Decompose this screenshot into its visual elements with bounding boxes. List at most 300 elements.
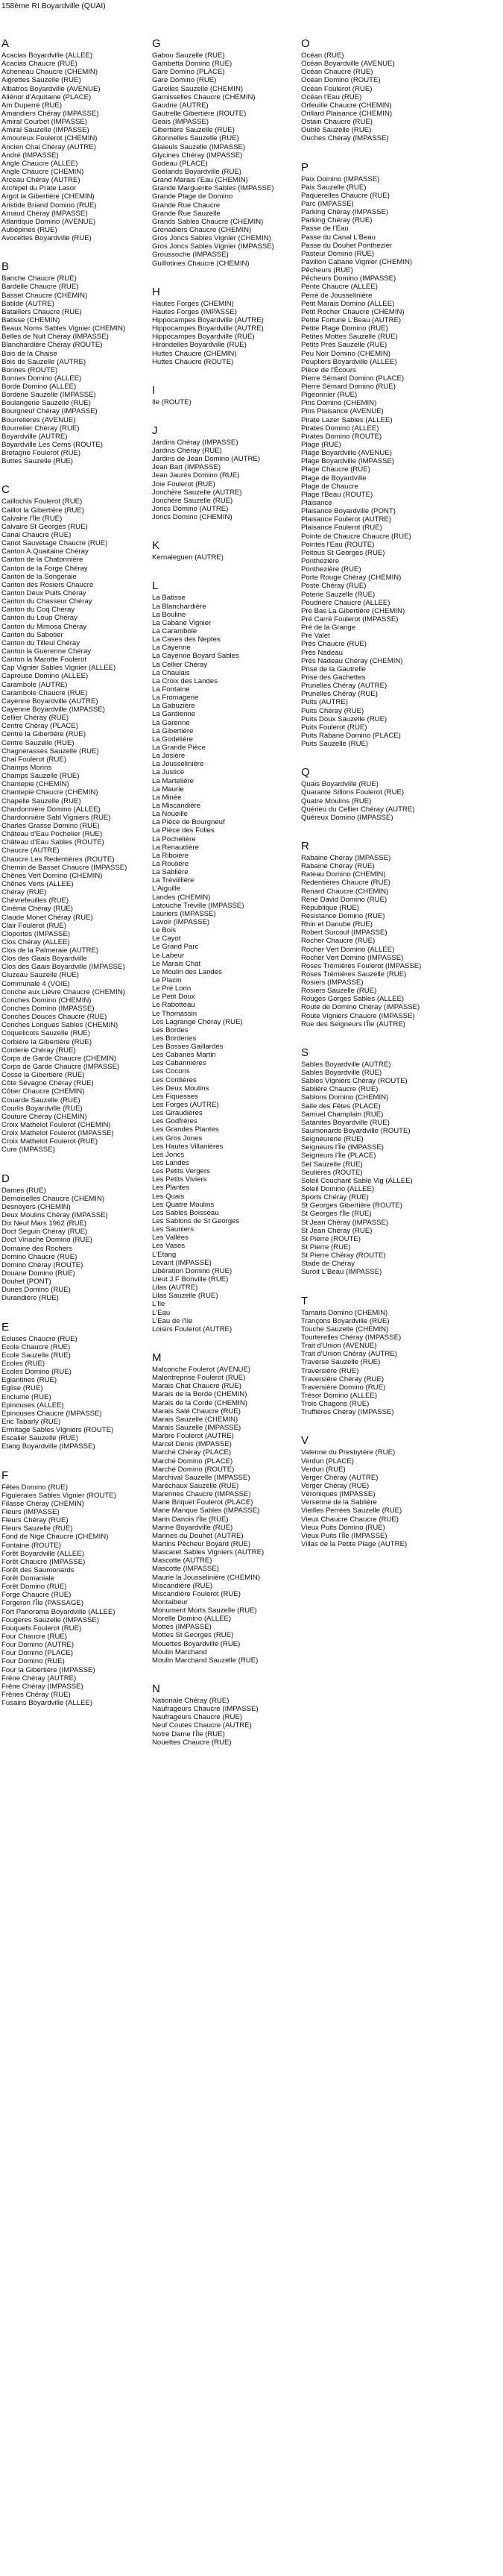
street-entry: Communale 4 (VOIE): [1, 979, 70, 988]
street-entry: Les Quais: [152, 1192, 185, 1201]
street-entry: La Blanchardière: [152, 602, 206, 611]
street-entry: Parking Chéray (RUE): [301, 216, 373, 225]
street-entry: Marais Salé Chaucre (RUE): [152, 1407, 241, 1416]
street-entry: Courlis Boyardville (RUE): [1, 1104, 83, 1113]
street-entry: Aliénor d'Aquitaine (PLACE): [1, 92, 92, 101]
street-entry: Lilas Sauzelle (RUE): [152, 1292, 218, 1301]
street-entry: Le Grand Parc: [152, 943, 199, 952]
street-entry: Prise des Gachettes: [301, 673, 366, 682]
street-entry: Le Thomassin: [152, 1009, 197, 1018]
street-entry: Vieilles Perrées Sauzelle (RUE): [301, 1507, 402, 1515]
street-entry: Four Domino (PLACE): [1, 1649, 73, 1658]
street-entry: Bretagne Foulerot (RUE): [1, 449, 81, 458]
letter-section: [152, 417, 309, 532]
street-entry: Forêt Domino (RUE): [1, 1583, 67, 1592]
street-entry: La Gabuzière: [152, 702, 195, 711]
street-entry: Puits Doux Sauzelle (RUE): [301, 714, 387, 723]
street-entry: Les Borderies: [152, 1034, 197, 1043]
street-entry: Calvaire l'Île (RUE): [1, 514, 63, 523]
street-entry: Pasteur Domino (RUE): [301, 249, 375, 258]
letter-section: [152, 572, 309, 1344]
street-entry: Gros Joncs Sables Vignier (IMPASSE): [152, 242, 274, 251]
street-entry: Kernaleguen (AUTRE): [152, 553, 224, 562]
street-entry: Prise de la Gautrelle: [301, 665, 366, 673]
street-entry: Traversière (RUE): [301, 1366, 359, 1375]
street-entry: Chèvrefeuilles (RUE): [1, 896, 69, 905]
street-entry: Champs Morins: [1, 763, 52, 772]
street-entry: Clos Chéray (ALLEE): [1, 937, 70, 946]
street-entry: Aristide Briand Domino (RUE): [1, 201, 97, 210]
street-entry: Grande Plage de Domino: [152, 192, 233, 201]
letter-section: [1, 1165, 158, 1313]
street-entry: Porte Rouge Chéray (CHEMIN): [301, 574, 402, 582]
street-entry: Aigrettes Sauzelle (RUE): [1, 76, 81, 85]
street-entry: Fougères Sauzelle (IMPASSE): [1, 1615, 99, 1624]
street-entry: St Pierre (ROUTE): [301, 1234, 361, 1243]
street-entry: Paix Domino (IMPASSE): [301, 175, 380, 183]
street-entry: Cayenne Boyardville (AUTRE): [1, 697, 98, 706]
street-entry: Corderie Chéray (RUE): [1, 1046, 76, 1055]
street-entry: Sablière Chaucre (RUE): [301, 1085, 379, 1094]
street-entry: Le Placin: [152, 976, 182, 984]
street-entry: Beaux Noms Sables Vignier (CHEMIN): [1, 324, 126, 333]
street-entry: Cap Vignier Sables Vignier (ALLEE): [1, 664, 116, 673]
section-letter-heading: Q: [301, 766, 310, 779]
letter-section: [1, 253, 158, 476]
street-entry: Petites Mottes Sauzelle (RUE): [301, 333, 398, 342]
street-entry: Claude Monet Chéray (RUE): [1, 913, 93, 922]
street-entry: Chardonnière Sabl Vigniers (RUE): [1, 813, 111, 822]
street-entry: La Roulière: [152, 859, 189, 868]
street-entry: René David Domino (RUE): [301, 895, 387, 904]
street-entry: Enclume (RUE): [1, 1392, 51, 1401]
street-entry: Plaisance: [301, 499, 332, 508]
street-entry: Rosiers Sauzelle (RUE): [301, 987, 377, 996]
section-letter-heading: L: [152, 579, 159, 593]
street-entry: Forêt Chaucre (IMPASSE): [1, 1557, 86, 1566]
street-entry: La Cabane Vignier: [152, 618, 212, 627]
street-entry: Croix Mathelot Foulerot (RUE): [1, 1137, 98, 1146]
street-entry: Les Quatre Moulins: [152, 1200, 215, 1209]
street-entry: Levant (IMPASSE): [152, 1258, 212, 1267]
street-entry: Martins Pêcheur Boyard (RUE): [152, 1539, 251, 1548]
street-entry: Verger Chéray (RUE): [301, 1481, 370, 1490]
street-entry: La Pochelière: [152, 835, 196, 844]
street-entry: Perré de Jousselinière: [301, 291, 373, 300]
street-entry: Pêcheurs Domino (IMPASSE): [301, 274, 396, 283]
street-entry: Pré Bas La Gibertière (CHEMIN): [301, 606, 405, 615]
section-letter-heading: B: [1, 260, 10, 274]
street-entry: Le Moulin des Landes: [152, 967, 222, 976]
street-entry: Mascotte (AUTRE): [152, 1556, 212, 1565]
letter-section: [152, 18, 309, 278]
street-entry: Jean Jaurès Domino (RUE): [152, 471, 240, 480]
street-entry: Trait d'Union (AVENUE): [301, 1342, 377, 1351]
street-entry: Marché Domino (PLACE): [152, 1457, 233, 1466]
street-entry: Véroniques (IMPASSE): [301, 1490, 376, 1499]
street-entry: Pointe de Chaucre Chaucre (RUE): [301, 532, 411, 541]
street-entry: Marchival Sauzelle (IMPASSE): [152, 1473, 250, 1482]
street-entry: Marines du Douhet (AUTRE): [152, 1531, 244, 1540]
street-entry: Tourterelles Chéray (IMPASSE): [301, 1333, 402, 1342]
street-entry: Ostain Chaucre (RUE): [301, 118, 373, 127]
street-entry: Seigneurerie (RUE): [301, 1135, 364, 1144]
street-entry: St Pierre Chéray (ROUTE): [301, 1251, 386, 1260]
street-entry: Conches Domino (IMPASSE): [1, 1005, 95, 1014]
street-entry: La Noueille: [152, 810, 189, 819]
street-entry: La Jousselinière: [152, 760, 204, 769]
street-entry: Cosse la Gibertière (RUE): [1, 1071, 85, 1080]
section-letter-heading: A: [1, 37, 10, 50]
street-entry: Boulangerie Sauzelle (RUE): [1, 399, 91, 408]
street-entry: Sables Boyardville (RUE): [301, 1069, 382, 1078]
street-entry: Puits Rabane Domino (PLACE): [301, 731, 401, 740]
street-entry: Douane Domino (RUE): [1, 1269, 75, 1278]
letter-section: [1, 1462, 158, 1718]
street-entry: Avocettes Boyardville (RUE): [1, 234, 92, 243]
street-entry: Grenadiers Chaucre (CHEMIN): [152, 225, 252, 234]
street-entry: Prés Chaucre (RUE): [301, 640, 367, 649]
street-entry: La Carambole: [152, 627, 197, 636]
street-entry: Cayenne Boyardville (IMPASSE): [1, 705, 105, 714]
street-entry: Océan Domino (ROUTE): [301, 76, 381, 85]
street-entry: Rabaine Chéray (IMPASSE): [301, 853, 391, 862]
street-entry: Rue des Seigneurs l'Île (AUTRE): [301, 1020, 405, 1028]
street-entry: St Georges Gibertière (ROUTE): [301, 1201, 402, 1210]
street-entry: Centre Sauzelle (RUE): [1, 738, 75, 747]
street-entry: Trait d'Union Chéray (AUTRE): [301, 1350, 397, 1359]
street-entry: Sel Sauzelle (RUE): [301, 1160, 363, 1169]
street-entry: Domino Chaucre (RUE): [1, 1252, 77, 1261]
street-entry: Plage de Boyardville: [301, 474, 367, 483]
street-entry: Marais de la Corde (CHEMIN): [152, 1398, 247, 1407]
street-entry: Loisirs Foulerot (AUTRE): [152, 1325, 232, 1333]
street-entry: L'Aiguille: [152, 885, 181, 893]
street-entry: Côtier Chaucre (CHEMIN): [1, 1087, 85, 1096]
street-entry: Etang Boyardville (IMPASSE): [1, 1442, 95, 1451]
street-entry: Le Rabotteau: [152, 1001, 195, 1010]
street-entry: Passe du Douhet Ponthezier: [301, 241, 393, 250]
street-entry: Hirondelles Boyardville (RUE): [152, 341, 247, 350]
street-entry: Marie Manque Sables (IMPASSE): [152, 1507, 260, 1515]
street-entry: Parc (IMPASSE): [301, 199, 354, 208]
street-entry: Les Cordières: [152, 1075, 197, 1084]
street-entry: Albatros Boyardville (AVENUE): [1, 84, 101, 93]
street-entry: Vieux Puits Domino (RUE): [301, 1523, 385, 1532]
street-entry: Figuieraies Sables Vignier (ROUTE): [1, 1491, 116, 1500]
street-entry: Canton du Coq Chéray: [1, 606, 75, 615]
street-entry: Pirates Domino (ROUTE): [301, 432, 382, 441]
street-entry: Marine Boyardville (RUE): [152, 1523, 233, 1532]
street-entry: Marbre Foulerot (AUTRE): [152, 1432, 234, 1441]
street-entry: Marin Danois l'Île (RUE): [152, 1515, 229, 1524]
street-entry: St Georges l'Île (RUE): [301, 1210, 372, 1219]
street-entry: Four Chaucre (RUE): [1, 1633, 67, 1642]
street-entry: Naufrageurs Chaucre (RUE): [152, 1713, 243, 1722]
street-entry: Basset Chaucre (CHEMIN): [1, 291, 88, 300]
street-entry: Pigeonnier (RUE): [301, 391, 358, 400]
street-entry: Clair Foulerot (RUE): [1, 921, 66, 930]
street-entry: Les Joncs: [152, 1150, 185, 1159]
street-entry: Blanchardière Chéray (ROUTE): [1, 341, 103, 350]
street-entry: Canton de la Songeraie: [1, 572, 77, 581]
street-entry: Les Gros Jones: [152, 1134, 203, 1143]
street-entry: Marais Sauzelle (CHEMIN): [152, 1415, 238, 1424]
street-entry: Les Lagrange Chéray (RUE): [152, 1017, 243, 1026]
street-entry: Demoiselles Chaucre (CHEMIN): [1, 1194, 105, 1203]
street-entry: Orfeuille Chaucre (CHEMIN): [301, 101, 392, 110]
street-entry: Canton des Rosiers Chaucre: [1, 580, 94, 589]
street-entry: Cellier Chéray (RUE): [1, 714, 69, 723]
street-entry: Marché Domino (ROUTE): [152, 1465, 235, 1474]
street-entry: Forêt Boyardville (ALLEE): [1, 1549, 84, 1558]
street-entry: Fusains Boyardville (ALLEE): [1, 1699, 93, 1708]
street-entry: Conche aux Lièvre Chaucre (CHEMIN): [1, 987, 125, 996]
street-entry: Pins Domino (CHEMIN): [301, 399, 377, 408]
street-entry: Amandiers Chéray (IMPASSE): [1, 109, 99, 118]
street-entry: Borderie Sauzelle (IMPASSE): [1, 391, 96, 400]
street-entry: Villas de la Petite Plage (AUTRE): [301, 1539, 408, 1548]
letter-section: [152, 278, 309, 377]
street-entry: Conches Domino (CHEMIN): [1, 996, 92, 1005]
street-entry: Les Sables Boisseau: [152, 1208, 219, 1217]
street-entry: Couture Chéray (CHEMIN): [1, 1112, 87, 1121]
street-entry: Passe de l'Eau: [301, 224, 349, 233]
street-entry: Quéreux Domino (IMPASSE): [301, 813, 393, 822]
street-entry: Argot la Gibertière (CHEMIN): [1, 192, 95, 201]
letter-section: [1, 1313, 158, 1462]
street-entry: Croix Mathelot Foulerot (CHEMIN): [1, 1121, 111, 1130]
street-entry: Lauriers (IMPASSE): [152, 909, 216, 918]
street-entry: Gitonnelles Sauzelle (RUE): [152, 134, 239, 143]
street-entry: Puits Sauzelle (RUE): [301, 740, 369, 749]
street-entry: Route de Domino Chéray (IMPASSE): [301, 1003, 420, 1012]
street-entry: Soleil Couchant Sable Vig (ALLEE): [301, 1176, 413, 1185]
street-entry: Nationale Chéray (RUE): [152, 1697, 230, 1706]
street-entry: Nouettes Chaucre (RUE): [152, 1738, 232, 1747]
street-entry: La Minée: [152, 793, 182, 802]
street-entry: Angle Chaucre (ALLEE): [1, 159, 78, 168]
street-entry: Dunes Domino (RUE): [1, 1286, 71, 1295]
street-entry: Sports Chéray (RUE): [301, 1193, 369, 1202]
street-entry: Résistance Domino (RUE): [301, 911, 385, 920]
street-entry: Plage Boyardville (AVENUE): [301, 449, 392, 458]
street-entry: Trois Chagons (RUE): [301, 1400, 370, 1409]
street-entry: Quarante Sillons Foulerot (RUE): [301, 788, 405, 797]
street-entry: Ecole Sauzelle (RUE): [1, 1351, 71, 1360]
street-entry: La Cellier Chéray: [152, 660, 208, 669]
street-entry: Corbière la Gibertière (RUE): [1, 1037, 92, 1046]
street-entry: Lilas (AUTRE): [152, 1284, 198, 1292]
street-entry: Prunelles Chéray (AUTRE): [301, 682, 387, 691]
street-entry: Le Marais Chat: [152, 959, 201, 968]
street-entry: Fort Panorama Boyardville (ALLEE): [1, 1607, 116, 1616]
street-entry: Puits Foulerot (RUE): [301, 723, 367, 732]
street-entry: La Grande Pièce: [152, 744, 206, 752]
street-entry: Gare Domino (PLACE): [152, 68, 225, 77]
street-entry: Poudrière Chaucre (ALLEE): [301, 598, 390, 607]
street-entry: Valenne du Presbytère (RUE): [301, 1448, 396, 1457]
street-entry: Chaucre (AUTRE): [1, 846, 60, 855]
street-entry: Les Cocons: [152, 1067, 190, 1076]
street-entry: Amiral Courbet (IMPASSE): [1, 118, 87, 127]
street-entry: Gabou Sauzelle (RUE): [152, 51, 225, 60]
street-entry: Bois de Sauzelle (AUTRE): [1, 357, 86, 366]
street-entry: Plage Boyardville (IMPASSE): [301, 457, 395, 466]
street-entry: Touche Sauzelle (CHEMIN): [301, 1325, 389, 1333]
street-entry: Grande Marguerite Sables (IMPASSE): [152, 184, 274, 193]
street-entry: Trançons Boyardville (RUE): [301, 1316, 390, 1325]
street-entry: Les Plantes: [152, 1184, 190, 1193]
street-entry: Morelle Domino (ALLEE): [152, 1615, 232, 1624]
street-entry: Chantepie (CHEMIN): [1, 780, 69, 789]
street-entry: Escalier Sauzelle (RUE): [1, 1434, 78, 1443]
street-entry: Hippocampes Boyardville (AUTRE): [152, 324, 264, 333]
section-letter-heading: N: [152, 1683, 160, 1696]
street-entry: Clos des Gaais Boyardville (IMPASSE): [1, 963, 125, 972]
street-entry: Les Bosses Gaillardes: [152, 1043, 224, 1052]
street-entry: Canton du Chasseur Chéray: [1, 597, 92, 606]
street-entry: Les Fiquesses: [152, 1092, 198, 1101]
street-entry: Canton du Loup Chéray: [1, 614, 77, 623]
street-entry: Les Hautes Villanières: [152, 1142, 224, 1151]
street-entry: Naufrageurs Chaucre (IMPASSE): [152, 1705, 259, 1714]
street-entry: Traversière Domino (RUE): [301, 1383, 386, 1392]
street-entry: L'Eau de l'Ile: [152, 1316, 193, 1325]
street-entry: Canton de la Forge Chéray: [1, 564, 88, 573]
street-entry: Moulin Marchand: [152, 1647, 207, 1656]
letter-section: [301, 18, 458, 154]
street-entry: Poterie Sauzelle (RUE): [301, 590, 376, 599]
section-letter-heading: V: [301, 1434, 309, 1448]
street-entry: Huttes Chaucre (CHEMIN): [152, 349, 237, 358]
street-entry: Lieut J.F Bonville (RUE): [152, 1275, 229, 1284]
street-entry: Trésor Domino (ALLEE): [301, 1391, 378, 1400]
street-entry: Eglise (RUE): [1, 1384, 43, 1393]
street-entry: Samuel Champlain (RUE): [301, 1110, 384, 1119]
street-entry: Deux Moulins Chéray (IMPASSE): [1, 1211, 108, 1219]
street-entry: La Gibertière: [152, 726, 194, 735]
street-entry: La Pièce de Bourgneuf: [152, 818, 225, 827]
street-entry: Plage Chaucre (RUE): [301, 465, 370, 474]
street-entry: Canton de la Chatonnière: [1, 556, 83, 565]
street-entry: Petite Plage Domino (RUE): [301, 324, 388, 333]
street-entry: Eric Tabarly (RUE): [1, 1417, 61, 1426]
street-entry: Dames (RUE): [1, 1186, 46, 1195]
street-entry: Les Giraudières: [152, 1109, 203, 1118]
street-entry: Boyardville (AUTRE): [1, 432, 68, 441]
street-entry: Canton la Guerenne Chéray: [1, 647, 91, 656]
street-entry: Canton A.Quaitaine Chéray: [1, 547, 89, 556]
street-entry: Forêt des Saumonards: [1, 1565, 75, 1574]
street-entry: Seigneurs l'Île (PLACE): [301, 1152, 376, 1160]
street-entry: Gambetta Domino (RUE): [152, 60, 232, 69]
street-entry: Les Vases: [152, 1242, 186, 1251]
street-entry: Clos des Gaais Boyardville: [1, 955, 87, 964]
street-entry: Les Landes: [152, 1159, 189, 1168]
street-entry: Ouches Chéray (IMPASSE): [301, 134, 389, 143]
street-entry: St Pierre (RUE): [301, 1243, 351, 1251]
street-entry: Château d'Eau Sables (ROUTE): [1, 838, 104, 847]
street-entry: Jonchère Sauzelle (RUE): [152, 496, 233, 505]
street-entry: Petite Fortune L'Beau (AUTRE): [301, 315, 402, 324]
street-entry: L'Eau: [152, 1308, 171, 1317]
section-letter-heading: G: [152, 37, 161, 50]
street-entry: Fontaine (ROUTE): [1, 1541, 61, 1550]
street-entry: La Riboière: [152, 851, 189, 860]
street-entry: Poste Chéray (RUE): [301, 582, 367, 591]
street-entry: Pierre Sémard Domino (RUE): [301, 383, 396, 392]
street-entry: La Bouline: [152, 610, 186, 619]
street-entry: Latouche Tréville (IMPASSE): [152, 901, 244, 910]
street-entry: La Cases des Neptes: [152, 635, 221, 644]
street-entry: La Justice: [152, 768, 185, 777]
street-entry: Fréne Chéray (AUTRE): [1, 1674, 77, 1683]
street-entry: Canton du Sabotier: [1, 630, 63, 639]
street-entry: Pièce de l'Écours: [301, 365, 356, 374]
street-entry: Puits (AUTRE): [301, 698, 348, 707]
street-entry: Marais Chat Chaucre (RUE): [152, 1382, 241, 1391]
street-entry: Joie Foulerot (RUE): [152, 480, 215, 489]
street-entry: Canton Deux Puits Chéray: [1, 589, 86, 598]
street-entry: Les Godfrères: [152, 1117, 197, 1126]
letter-section: [301, 832, 458, 1039]
street-entry: Gros Joncs Sables Vignier (CHEMIN): [152, 234, 271, 243]
letter-section: [301, 1427, 458, 1559]
street-entry: Amiral Sauzelle (IMPASSE): [1, 126, 89, 135]
street-entry: Saumonards Boyardville (ROUTE): [301, 1127, 411, 1136]
street-entry: Fleurs Chéray (RUE): [1, 1516, 69, 1525]
street-entry: Ecole Chaucre (RUE): [1, 1342, 71, 1351]
street-entry: Pêcheurs (RUE): [301, 266, 353, 275]
street-entry: Corps de Garde Chaucre (IMPASSE): [1, 1063, 120, 1072]
street-entry: Glaieuls Sauzelle (IMPASSE): [152, 142, 246, 151]
street-entry: Fêtes Domino (RUE): [1, 1483, 69, 1492]
street-entry: Côte Sévagne Chéray (RUE): [1, 1079, 94, 1088]
street-entry: Atlantique Domino (AVENUE): [1, 217, 96, 226]
street-entry: Truffières Chéray (IMPASSE): [301, 1408, 394, 1417]
street-entry: Marcel Denis (IMPASSE): [152, 1440, 232, 1449]
street-entry: Archipel du Prate Lasor: [1, 184, 77, 193]
street-entry: Ponthezière: [301, 557, 340, 566]
street-entry: Suroit L'Beau (IMPASSE): [301, 1268, 382, 1277]
street-entry: Grande Rue Chaucre: [152, 201, 221, 210]
street-entry: Jardins Chéray (IMPASSE): [152, 438, 238, 447]
street-entry: Petit Marais Domino (ALLEE): [301, 299, 395, 308]
street-entry: Am Duperré (RUE): [1, 101, 63, 110]
street-entry: Prés Nadeau Chéray (CHEMIN): [301, 656, 403, 665]
street-entry: Eglantines (RUE): [1, 1376, 57, 1385]
street-entry: Marais de la Borde (CHEMIN): [152, 1390, 247, 1399]
street-entry: L'Ile: [152, 1300, 165, 1309]
street-entry: Océan l'Eau (RUE): [301, 92, 362, 101]
street-entry: Chênes Verts (ALLEE): [1, 879, 74, 888]
street-entry: Jardins de Jean Domino (AUTRE): [152, 455, 261, 464]
street-entry: Quais Boyardville (RUE): [301, 780, 379, 789]
street-entry: Geais (IMPASSE): [152, 118, 209, 127]
street-entry: Seigneurs l'Île (IMPASSE): [301, 1143, 384, 1152]
street-entry: Ermitage Sables Vigniers (ROUTE): [1, 1426, 114, 1435]
street-entry: Plaisance Boyardville (PONT): [301, 507, 396, 516]
street-entry: Peu Noir Domino (CHEMIN): [301, 349, 390, 358]
street-entry: Cure (IMPASSE): [1, 1146, 55, 1155]
street-entry: Malconche Foulerot (AVENUE): [152, 1365, 251, 1374]
street-entry: Sablons Domino (CHEMIN): [301, 1093, 389, 1102]
street-entry: La Maurie: [152, 785, 184, 794]
street-entry: Hippocampes Boyardville (AUTRE): [152, 315, 264, 324]
street-entry: Roses Trémières Sauzelle (RUE): [301, 970, 407, 978]
street-entry: La Josière: [152, 752, 186, 761]
